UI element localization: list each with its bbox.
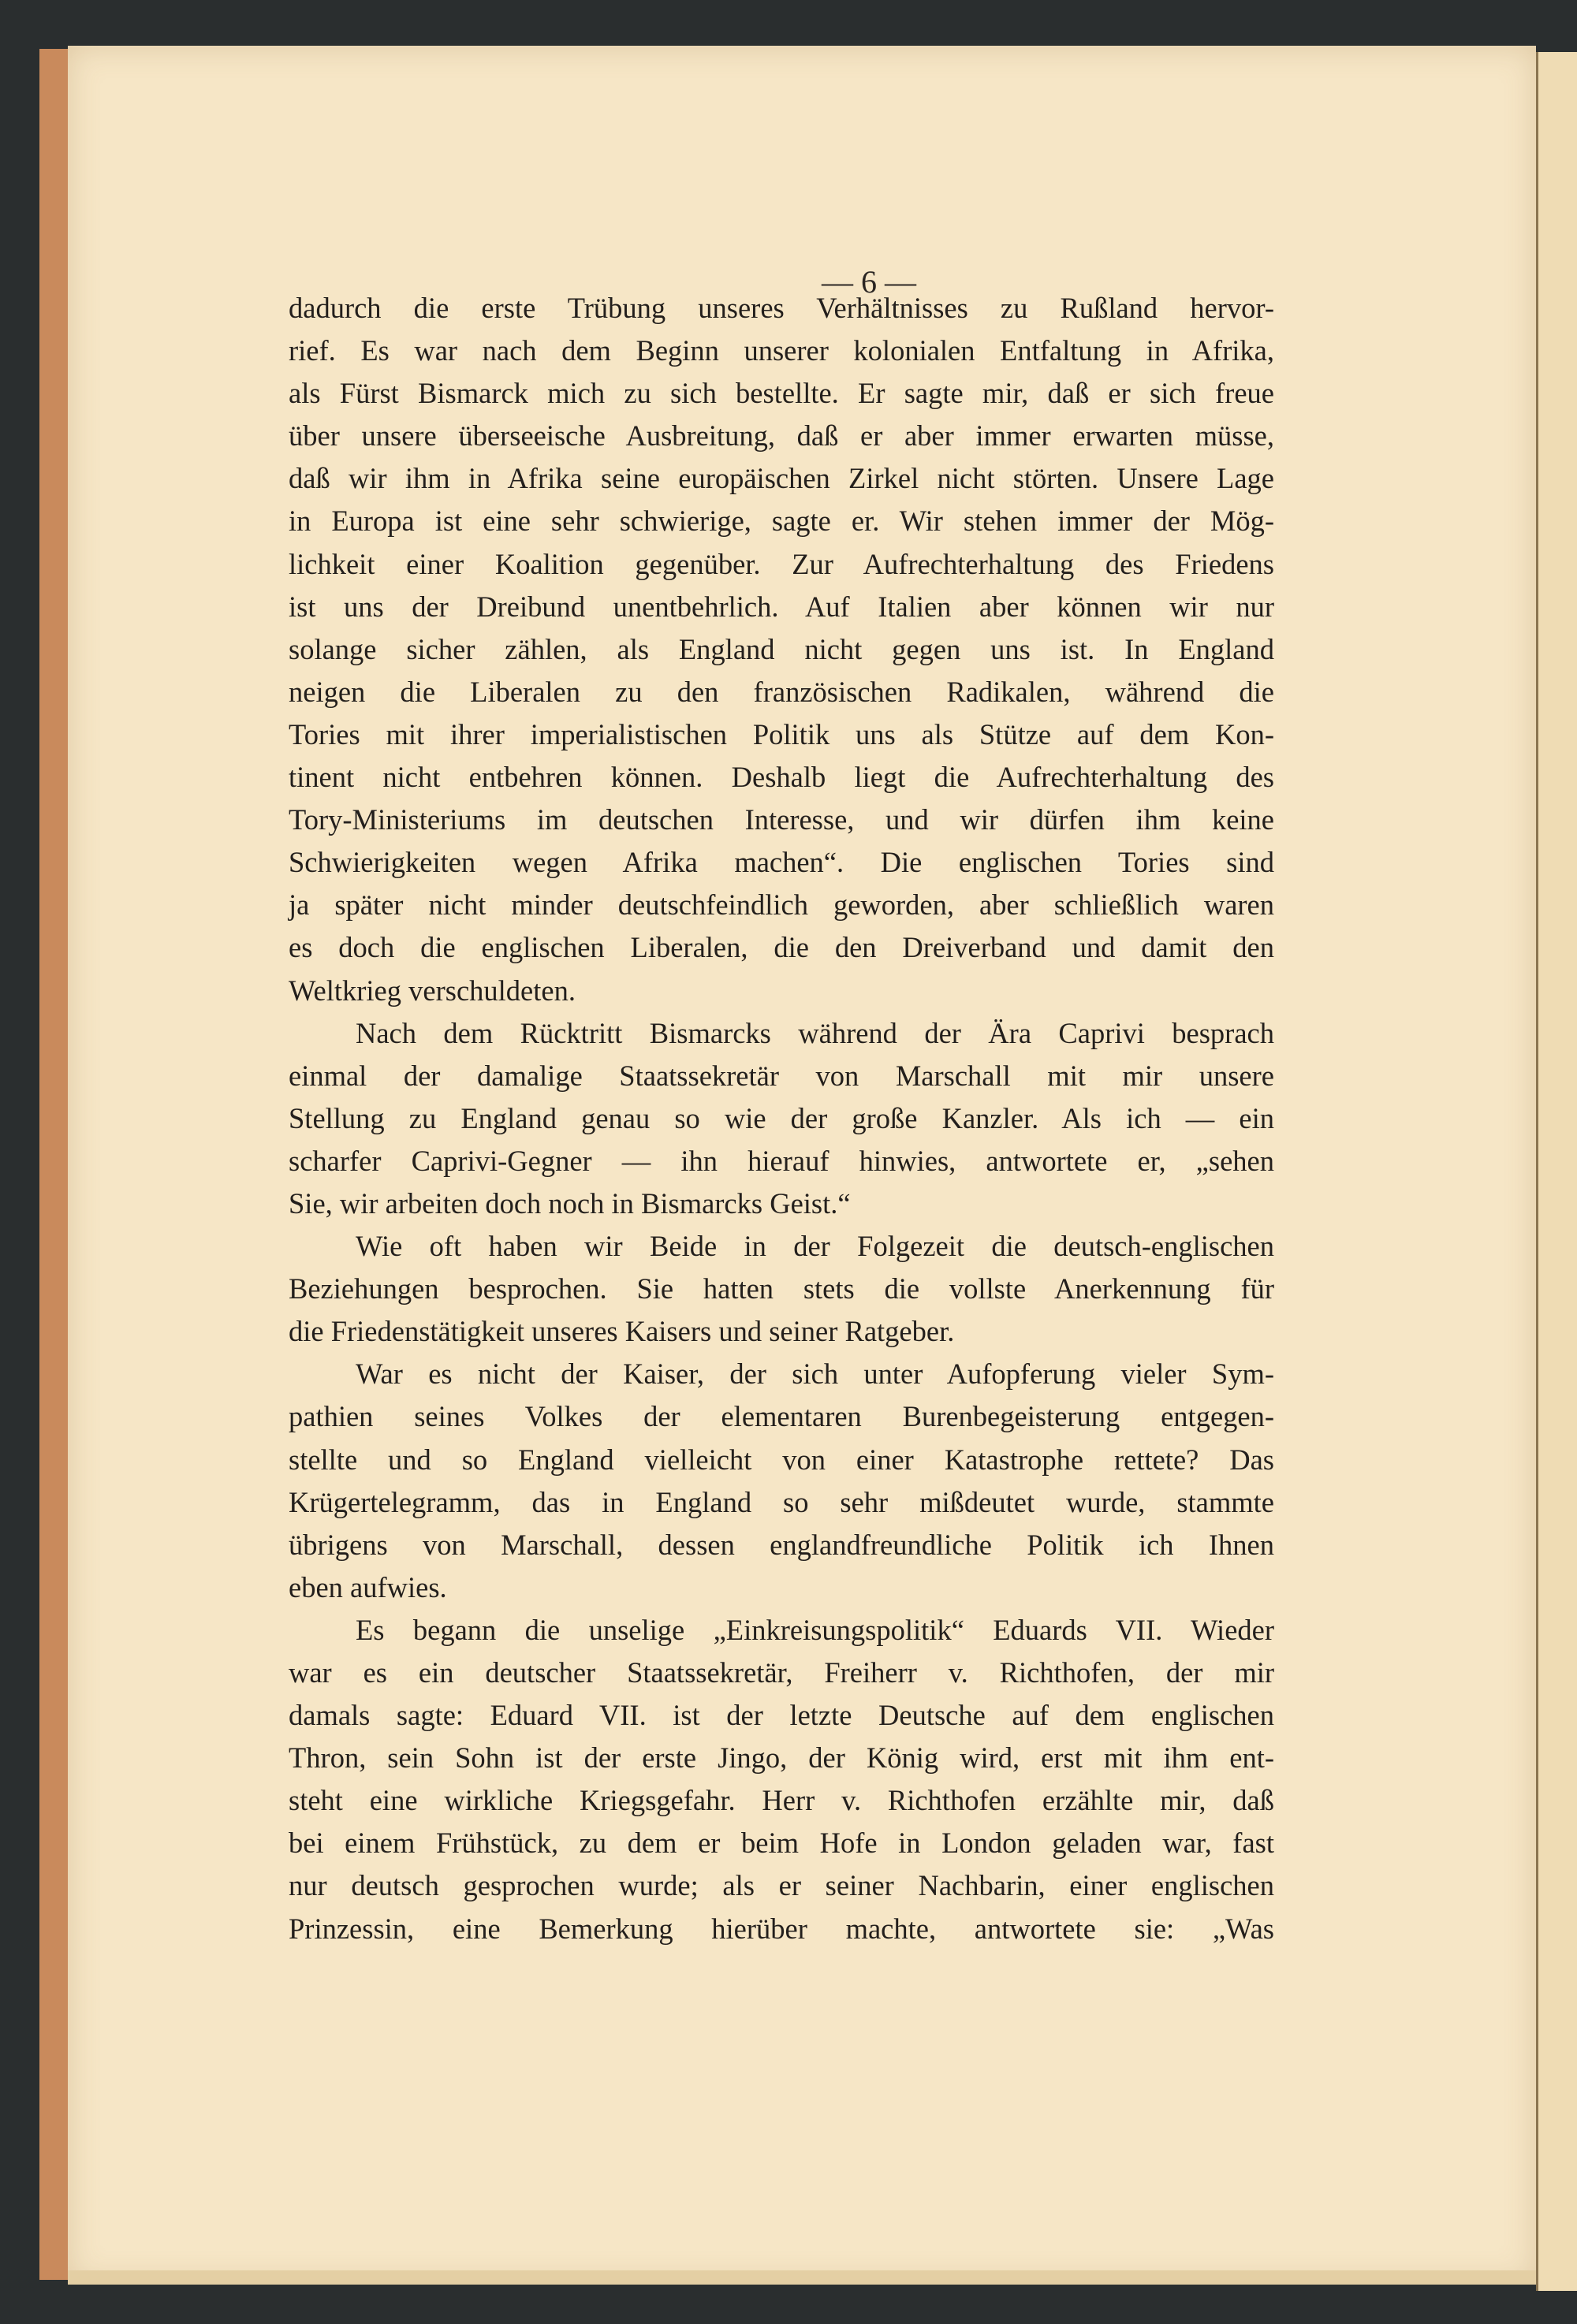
text-line: Stellung zu England genau so wie der große Kanzler. Als ich — ein	[289, 1101, 1274, 1134]
paragraph-first-line: War es nicht der Kaiser, der sich unter Aufopferung vieler Sym-	[356, 1358, 1274, 1391]
text-line: es doch die englischen Liberalen, die den Dreiverband und damit den	[289, 931, 1274, 964]
text-line: Thron, sein Sohn ist der erste Jingo, der König wird, erst mit ihm ent-	[289, 1741, 1274, 1775]
text-line: dadurch die erste Trübung unseres Verhältnisses zu Rußland hervor-	[289, 292, 1274, 324]
text-line: als Fürst Bismarck mich zu sich bestellte. Er sagte mir, daß er sich freue	[289, 377, 1274, 410]
text-line: Weltkrieg verschuldeten.	[289, 974, 576, 1007]
text-line: bei einem Frühstück, zu dem er beim Hofe in London geladen war, fast	[289, 1827, 1274, 1860]
text-line: die Friedenstätigkeit unseres Kaisers und seiner Ratgeber.	[289, 1315, 955, 1348]
text-line: Schwierigkeiten wegen Afrika machen“. Die englischen Tories sind	[289, 846, 1274, 879]
text-line: Tory-Ministeriums im deutschen Interesse, und wir dürfen ihm keine	[289, 803, 1274, 836]
text-line: in Europa ist eine sehr schwierige, sagte er. Wir stehen immer der Mög-	[289, 505, 1274, 538]
text-line: Tories mit ihrer imperialistischen Politik uns als Stütze auf dem Kon-	[289, 717, 1274, 750]
text-line: war es ein deutscher Staatssekretär, Freiherr v. Richthofen, der mir	[289, 1656, 1274, 1689]
text-line: rief. Es war nach dem Beginn unserer kolonialen Entfaltung in Afrika,	[289, 334, 1274, 367]
text-line: ist uns der Dreibund unentbehrlich. Auf Italien aber können wir nur	[289, 590, 1274, 623]
text-line: scharfer Caprivi-Gegner — ihn hierauf hinwies, antwortete er, „sehen	[289, 1144, 1274, 1177]
paragraph-first-line: Nach dem Rücktritt Bismarcks während der Ära Caprivi besprach	[356, 1016, 1274, 1049]
text-line: eben aufwies.	[289, 1570, 447, 1603]
text-line: über unsere überseeische Ausbreitung, daß er aber immer erwarten müsse,	[289, 419, 1274, 453]
text-line: ja später nicht minder deutschfeindlich geworden, aber schließlich waren	[289, 888, 1274, 922]
text-line: übrigens von Marschall, dessen englandfreundliche Politik ich Ihnen	[289, 1528, 1274, 1561]
text-line: Prinzessin, eine Bemerkung hierüber machte, antwortete sie: „Was	[289, 1912, 1274, 1945]
text-line: lichkeit einer Koalition gegenüber. Zur Aufrechterhaltung des Friedens	[289, 547, 1274, 580]
body-text	[289, 287, 1274, 1950]
text-line: nur deutsch gesprochen wurde; als er seiner Nachbarin, einer englischen	[289, 1869, 1274, 1902]
text-line: stellte und so England vielleicht von einer Katastrophe rettete? Das	[289, 1443, 1274, 1476]
text-line: pathien seines Volkes der elementaren Burenbegeisterung entgegen-	[289, 1400, 1274, 1433]
text-line: Krügertelegramm, das in England so sehr mißdeutet wurde, stammte	[289, 1485, 1274, 1518]
text-line: neigen die Liberalen zu den französischen Radikalen, während die	[289, 675, 1274, 708]
text-line: damals sagte: Eduard VII. ist der letzte Deutsche auf dem englischen	[289, 1699, 1274, 1732]
paragraph-first-line: Wie oft haben wir Beide in der Folgezeit die deutsch-englischen	[356, 1230, 1274, 1263]
text-line: Beziehungen besprochen. Sie hatten stets die vollste Anerkennung für	[289, 1272, 1274, 1305]
text-line: einmal der damalige Staatssekretär von Marschall mit mir unsere	[289, 1059, 1274, 1092]
text-line: tinent nicht entbehren können. Deshalb liegt die Aufrechterhaltung des	[289, 761, 1274, 794]
paragraph-first-line: Es begann die unselige „Einkreisungspolitik“ Eduards VII. Wieder	[356, 1613, 1274, 1646]
text-line: solange sicher zählen, als England nicht gegen uns ist. In England	[289, 632, 1274, 665]
page-number: — 6 —	[822, 264, 916, 300]
book-spine-edge	[39, 49, 71, 2280]
adjacent-page-edge	[1536, 52, 1577, 2291]
text-line: Sie, wir arbeiten doch noch in Bismarcks Geist.“	[289, 1186, 851, 1220]
page-bottom-edge	[68, 2270, 1536, 2285]
text-line: steht eine wirkliche Kriegsgefahr. Herr v. Richthofen erzählte mir, daß	[289, 1784, 1274, 1817]
text-line: daß wir ihm in Afrika seine europäischen Zirkel nicht störten. Unsere Lage	[289, 462, 1274, 495]
